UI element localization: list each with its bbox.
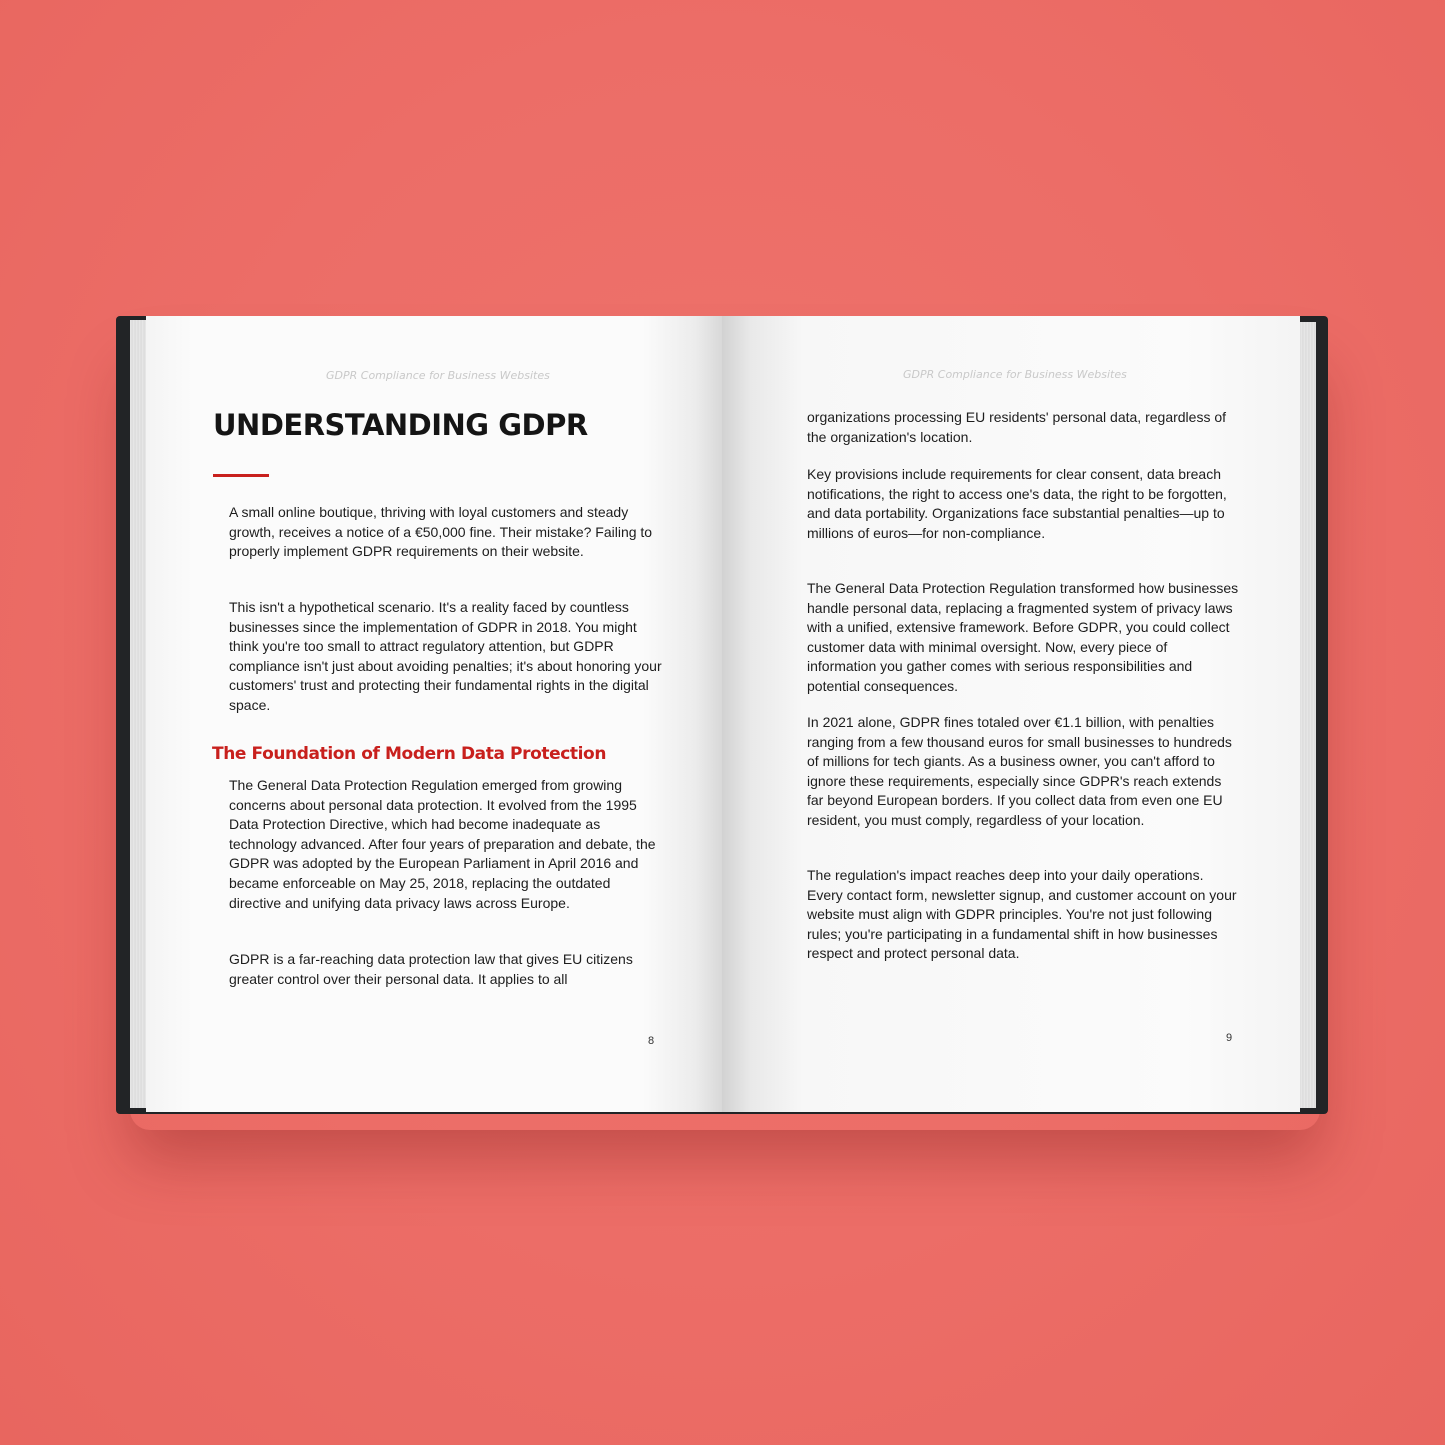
paragraph: This isn't a hypothetical scenario. It's a reality faced by countless businesses since the implementation of GDPR in 2018. You might think you're too small to attract regulatory attention, but GDPR compliance isn't just about avoiding penalties; it's about honoring your customers' trust and protecting their fundamental rights in the digital space. [229, 599, 662, 713]
paragraph: GDPR is a far-reaching data protection law that gives EU citizens greater control over their personal data. It applies to all [229, 951, 633, 987]
paragraph: The General Data Protection Regulation transformed how businesses handle personal data, replacing a fragmented system of privacy laws with a unified, extensive framework. Before GDPR, you could collect customer data with minimal oversight. Now, every piece of information you gather comes with serious responsibilities and potential consequences. [807, 580, 1239, 694]
running-head: GDPR Compliance for Business Websites [326, 369, 550, 382]
running-head: GDPR Compliance for Business Websites [903, 368, 1127, 381]
paragraph: In 2021 alone, GDPR fines totaled over €1.1 billion, with penalties ranging from a few thousand euros for small businesses to hundreds of millions for tech giants. As a business owner, you can't afford to ignore these requirements, especially since GDPR's reach extends far beyond European borders. If you collect data from even one EU resident, you must comply, regardless of your location. [807, 714, 1232, 828]
paragraph: Key provisions include requirements for clear consent, data breach notifications, the right to access one's data, the right to be forgotten, and data portability. Organizations face substantial penalties—up to millions of euros—for non-compliance. [807, 466, 1227, 541]
paragraph: A small online boutique, thriving with loyal customers and steady growth, receives a notice of a €50,000 fine. Their mistake? Failing to properly implement GDPR requirements on their website. [229, 504, 653, 560]
title-rule [213, 474, 269, 477]
paragraph: The regulation's impact reaches deep into your daily operations. Every contact form, newsletter signup, and customer account on your website must align with GDPR principles. You're not just following rules; you're participating in a fundamental shift in how businesses respect and protect personal data. [807, 867, 1237, 962]
page-number: 8 [648, 1035, 655, 1047]
paragraph: organizations processing EU residents' personal data, regardless of the organization's location. [807, 409, 1227, 445]
paragraph: The General Data Protection Regulation emerged from growing concerns about personal data protection. It evolved from the 1995 Data Protection Directive, which had become inadequate as technology advanced. After four years of preparation and debate, the GDPR was adopted by the European Parliament in April 2016 and became enforceable on May 25, 2018, replacing the outdated directive and unifying data privacy laws across Europe. [229, 777, 656, 911]
section-heading: The Foundation of Modern Data Protection [212, 744, 607, 764]
left-page [146, 316, 724, 1112]
right-page [722, 316, 1300, 1112]
page-number: 9 [1226, 1032, 1233, 1044]
chapter-title: UNDERSTANDING GDPR [213, 408, 588, 442]
